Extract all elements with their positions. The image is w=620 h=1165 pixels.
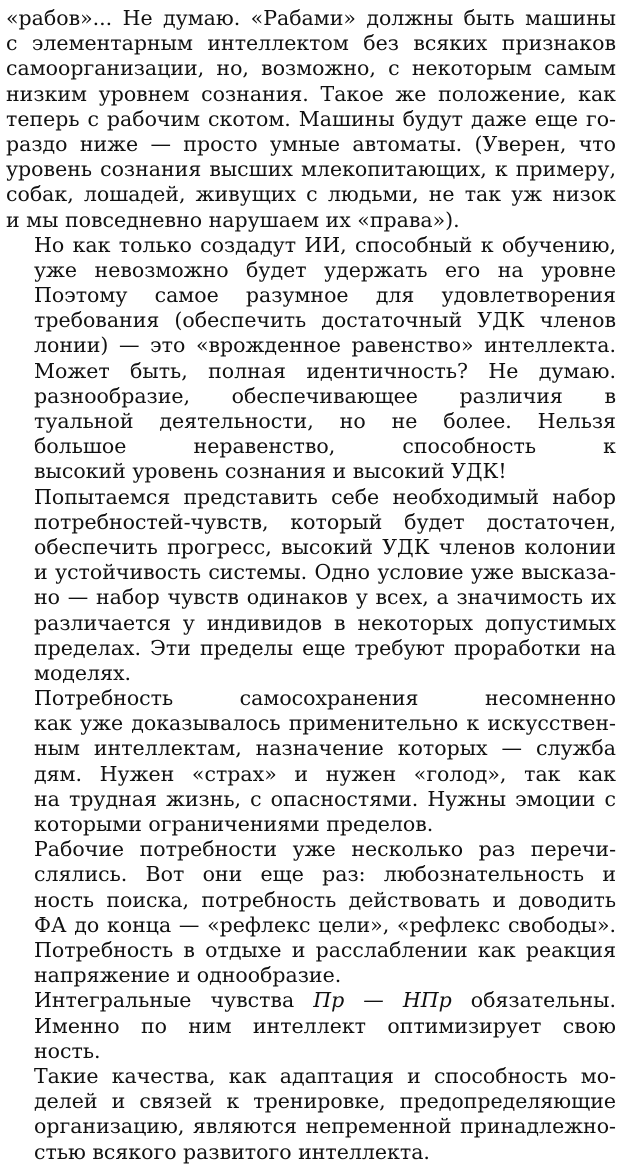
text-line: которыми ограничениями пределов. bbox=[34, 812, 434, 837]
text-line: Но как только создадут ИИ, способный к обучению, bbox=[34, 232, 616, 257]
text-line: потребностей-чувств, который будет достаточен, bbox=[34, 509, 616, 534]
text-line: Интегральные чувства Пр — НПр обязательны. bbox=[34, 988, 616, 1013]
text-line: разнообразие, обеспечивающее различия в bbox=[34, 383, 616, 408]
text-line: туальной деятельности, но не более. Нельзя bbox=[34, 409, 616, 434]
text-line: организацию, являются непременной принадлежно- bbox=[34, 1114, 616, 1139]
paragraph-6 bbox=[6, 988, 616, 1064]
paragraph-1 bbox=[6, 6, 616, 233]
text-line: уже невозможно будет удержать его на уровне bbox=[34, 257, 616, 282]
paragraph-2 bbox=[6, 233, 616, 485]
text-line: Может быть, полная идентичность? Не думаю. bbox=[34, 358, 616, 383]
text-line: раздо ниже — просто умные автоматы. (Уверен, что bbox=[6, 131, 616, 156]
text-line: уровень сознания высших млекопитающих, к примеру, bbox=[6, 157, 616, 182]
text-line: «рабов»... Не думаю. «Рабами» должны быть машины bbox=[6, 6, 616, 30]
text-line: стью всякого развитого интеллекта. bbox=[34, 1139, 430, 1164]
text-line: напряжение и однообразие. bbox=[34, 963, 342, 988]
paragraph-4 bbox=[6, 686, 616, 837]
text-line: и мы повседневно нарушаем их «права»). bbox=[6, 207, 460, 232]
text-line: Такие качества, как адаптация и способность мо- bbox=[34, 1063, 616, 1088]
text-line: моделях. bbox=[34, 660, 132, 685]
text-line: требования (обеспечить достаточный УДК членов bbox=[34, 308, 616, 333]
text-line: большое неравенство, способность к bbox=[34, 434, 616, 459]
text-line: Рабочие потребности уже несколько раз перечи- bbox=[34, 837, 616, 862]
text-line: как уже доказывалось применительно к искусствен- bbox=[34, 711, 616, 736]
text-line: различается у индивидов в некоторых допустимых bbox=[34, 610, 616, 635]
text-line: Поэтому самое разумное для удовлетворения bbox=[34, 283, 616, 308]
text-line: низким уровнем сознания. Такое же положение, как bbox=[6, 81, 616, 106]
text-line: дям. Нужен «страх» и нужен «голод», так как bbox=[34, 761, 616, 786]
text-line: делей и связей к тренировке, предопределяющие bbox=[34, 1089, 616, 1114]
text-line: Именно по ним интеллект оптимизирует свою bbox=[34, 1013, 616, 1038]
text-line: теперь с рабочим скотом. Машины будут даже еще го- bbox=[6, 106, 616, 131]
text-line: ФА до конца — «рефлекс цели», «рефлекс свободы». bbox=[34, 912, 616, 937]
paragraph-7 bbox=[6, 1064, 616, 1165]
text-line: лонии) — это «врожденное равенство» интеллекта. bbox=[34, 333, 616, 358]
text-line: ность поиска, потребность действовать и доводить bbox=[34, 887, 616, 912]
text-line: Потребность самосохранения несомненно bbox=[34, 686, 616, 711]
text-line: с элементарным интеллектом без всяких признаков bbox=[6, 31, 616, 56]
text-line: слялись. Вот они еще раз: любознательность и bbox=[34, 862, 616, 887]
text-line: и устойчивость системы. Одно условие уже высказа- bbox=[34, 560, 616, 585]
text-line: Потребность в отдыхе и расслаблении как реакция bbox=[34, 938, 616, 962]
text-line: ным интеллектам, назначение которых — служба bbox=[34, 736, 616, 761]
text-line: самоорганизации, но, возможно, с некоторым самым bbox=[6, 56, 616, 81]
paragraph-3 bbox=[6, 485, 616, 687]
text-line: обеспечить прогресс, высокий УДК членов колонии bbox=[34, 534, 616, 559]
text-line: ность. bbox=[34, 1038, 101, 1063]
text-line: высокий уровень сознания и высокий УДК! bbox=[34, 459, 507, 484]
text-line: собак, лошадей, живущих с людьми, не так уж низок bbox=[6, 182, 616, 207]
text-line: пределах. Эти пределы еще требуют проработки на bbox=[34, 635, 616, 660]
text-line: но — набор чувств одинаков у всех, а значимость их bbox=[34, 585, 616, 610]
text-line: на трудная жизнь, с опасностями. Нужны эмоции с bbox=[34, 786, 616, 811]
text-line: Попытаемся представить себе необходимый набор bbox=[34, 484, 616, 509]
paragraph-5 bbox=[6, 837, 616, 988]
